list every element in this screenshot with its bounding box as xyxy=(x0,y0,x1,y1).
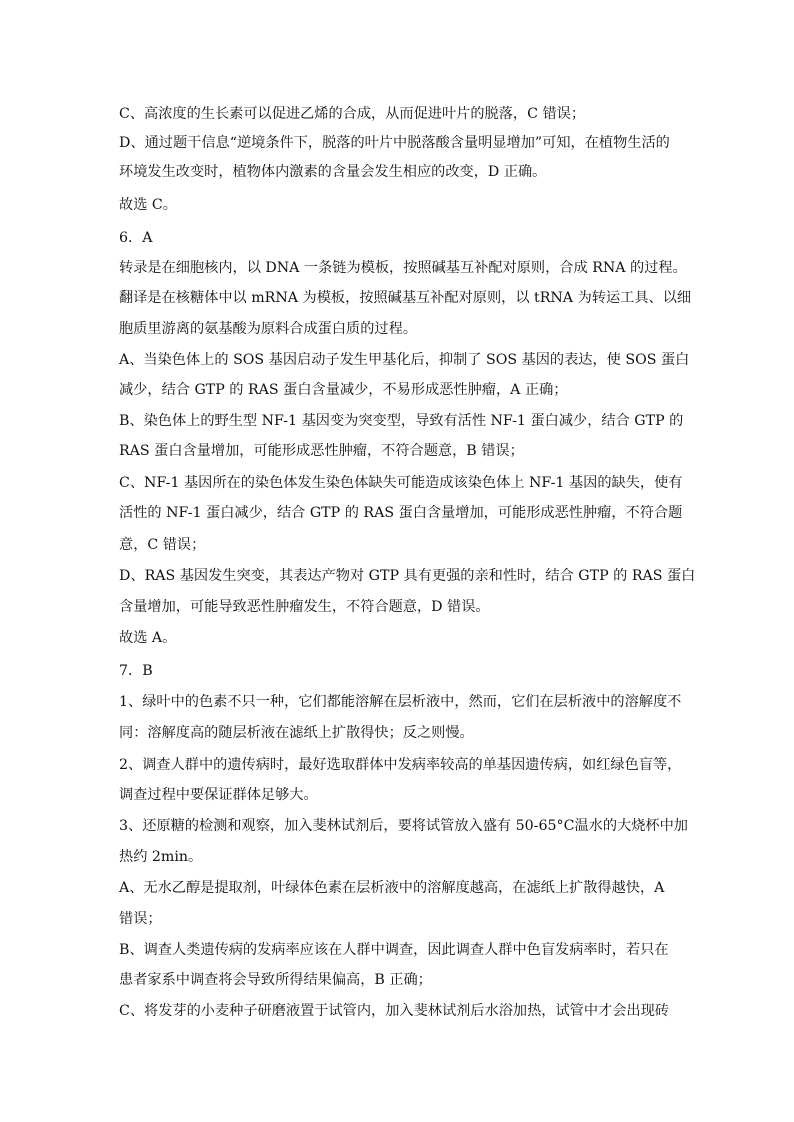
text-line: B、调查人类遗传病的发病率应该在人群中调查，因此调查人群中色盲发病率时，若只在 xyxy=(119,942,669,958)
text-line: 活性的 NF-1 蛋白减少，结合 GTP 的 RAS 蛋白含量增加，可能形成恶性肿瘤，不符合题 xyxy=(119,505,683,521)
text-line: 错误； xyxy=(119,911,162,927)
text-line: D、通过题干信息“逆境条件下，脱落的叶片中脱落酸含量明显增加”可知，在植物生活的 xyxy=(119,135,670,151)
text-line: 胞质里游离的氨基酸为原料合成蛋白质的过程。 xyxy=(119,321,417,337)
text-line: 翻译是在核糖体中以 mRNA 为模板，按照碱基互补配对原则，以 tRNA 为转运工具、以细 xyxy=(119,290,692,306)
text-line: 减少，结合 GTP 的 RAS 蛋白含量减少，不易形成恶性肿瘤，A 正确； xyxy=(119,382,568,398)
text-line: 意，C 错误； xyxy=(119,537,206,553)
text-line: C、将发芽的小麦种子研磨液置于试管内，加入斐林试剂后水浴加热，试管中才会出现砖 xyxy=(119,1003,669,1019)
text-line: 热约 2min。 xyxy=(119,849,203,865)
text-line: 2、调查人群中的遗传病时，最好选取群体中发病率较高的单基因遗传病，如红绿色盲等， xyxy=(119,757,682,773)
text-line: 环境发生改变时，植物体内激素的含量会发生相应的改变，D 正确。 xyxy=(119,164,547,180)
text-line: 含量增加，可能导致恶性肿瘤发生，不符合题意，D 错误。 xyxy=(119,599,490,615)
text-line: 3、还原糖的检测和观察，加入斐林试剂后，要将试管放入盛有 50-65°C温水的大烧杯中加 xyxy=(119,818,688,834)
text-line: 患者家系中调查将会导致所得结果偏高，B 正确； xyxy=(119,972,432,988)
text-line: 1、绿叶中的色素不只一种，它们都能溶解在层析液中，然而，它们在层析液中的溶解度不 xyxy=(119,694,682,710)
text-line: A、当染色体上的 SOS 基因启动子发生甲基化后，抑制了 SOS 基因的表达，使 SOS 蛋白 xyxy=(119,352,690,368)
text-line: 转录是在细胞核内，以 DNA 一条链为模板，按照碱基互补配对原则，合成 RNA 的过程。 xyxy=(119,260,687,276)
text-line: 6．A xyxy=(119,230,153,246)
text-line: A、无水乙醇是提取剂，叶绿体色素在层析液中的溶解度越高，在滤纸上扩散得越快，A xyxy=(119,880,665,896)
text-line: RAS 蛋白含量增加，可能形成恶性肿瘤，不符合题意，B 错误； xyxy=(119,443,524,459)
text-line: 同：溶解度高的随层析液在滤纸上扩散得快；反之则慢。 xyxy=(119,725,474,741)
text-line: C、NF-1 基因所在的染色体发生染色体缺失可能造成该染色体上 NF-1 基因的缺失，使有 xyxy=(119,475,683,491)
text-line: C、高浓度的生长素可以促进乙烯的合成，从而促进叶片的脱落，C 错误； xyxy=(119,106,586,122)
text-line: 7．B xyxy=(119,663,153,679)
text-line: 故选 C。 xyxy=(119,197,177,213)
text-line: 调查过程中要保证群体足够大。 xyxy=(119,787,318,803)
text-line: B、染色体上的野生型 NF-1 基因变为突变型，导致有活性 NF-1 蛋白减少，结合 GTP 的 xyxy=(119,413,684,429)
text-line: D、RAS 基因发生突变，其表达产物对 GTP 具有更强的亲和性时，结合 GTP 的 RAS 蛋白 xyxy=(119,568,696,584)
text-line: 故选 A。 xyxy=(119,630,177,646)
